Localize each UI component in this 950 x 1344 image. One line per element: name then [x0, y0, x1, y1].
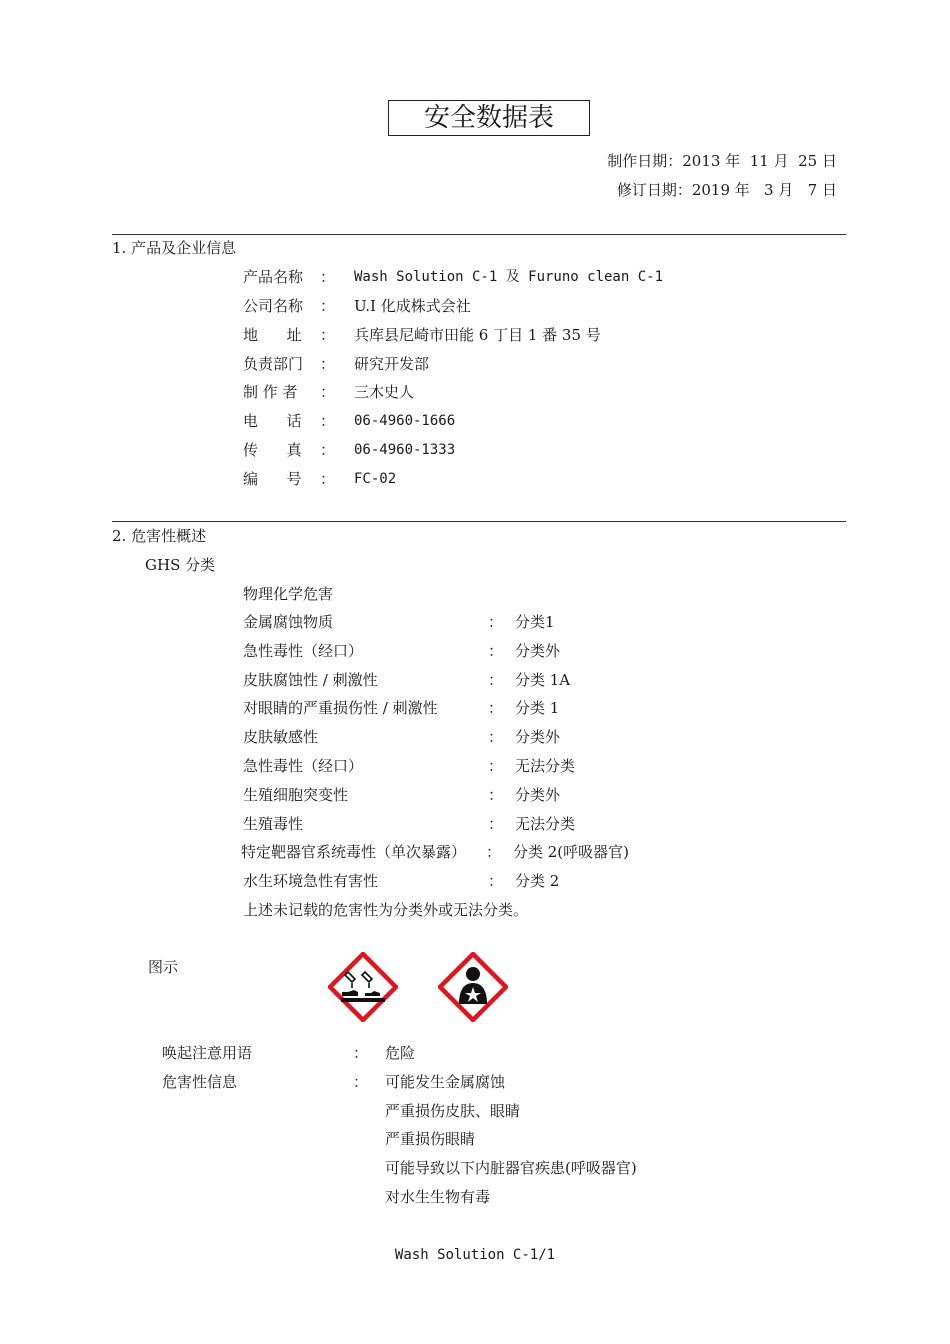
hazard-class-label: 金属腐蚀物质	[243, 613, 334, 631]
ghs-corrosion-icon	[328, 952, 398, 1022]
section-divider	[112, 234, 846, 235]
product-name: Wash Solution C-1 及 Furuno clean C-1	[354, 269, 664, 285]
author: 三木史人	[354, 383, 415, 401]
created-date: 制作日期：2013 年 11 月 25 日	[607, 152, 837, 170]
classification-note: 上述未记载的危害性为分类外或无法分类。	[243, 901, 529, 919]
hazard-class-sep: ：	[488, 815, 504, 833]
hazard-class-sep: ：	[488, 671, 504, 689]
phone-number: 06-4960-1666	[354, 413, 456, 429]
info-sep: ：	[320, 470, 336, 488]
hazard-statement: 对水生生物有毒	[385, 1188, 491, 1206]
hazard-statement: 可能导致以下内脏器官疾患(呼吸器官)	[385, 1159, 637, 1177]
signal-word-value: 危险	[385, 1044, 416, 1062]
hazard-class-sep: ：	[488, 872, 504, 890]
hazard-statement: 可能发生金属腐蚀	[385, 1073, 506, 1091]
hazard-class-sep: ：	[488, 699, 504, 717]
physical-hazard-heading: 物理化学危害	[243, 585, 334, 603]
hazard-class-label: 急性毒性（经口）	[243, 642, 364, 660]
document-title: 安全数据表	[388, 100, 590, 136]
hazard-class-label: 水生环境急性有害性	[243, 872, 379, 890]
revised-date: 修订日期：2019 年 3 月 7 日	[616, 181, 837, 199]
hazard-class-sep: ：	[488, 728, 504, 746]
pictogram-label: 图示	[148, 958, 179, 976]
info-sep: ：	[320, 297, 336, 315]
hazard-class-value: 分类 1A	[515, 671, 571, 689]
page-footer: Wash Solution C-1/1	[394, 1247, 556, 1263]
info-label: 电 话	[243, 412, 302, 430]
hazard-class-value: 分类外	[515, 786, 561, 804]
hazard-class-sep: ：	[488, 757, 504, 775]
signal-word-sep: ：	[353, 1044, 369, 1062]
hazard-info-sep: ：	[353, 1073, 369, 1091]
hazard-class-label: 皮肤敏感性	[243, 728, 319, 746]
info-label: 编 号	[243, 470, 302, 488]
info-label: 地 址	[243, 326, 302, 344]
hazard-class-value: 分类 2	[515, 872, 560, 890]
hazard-statement: 严重损伤眼睛	[385, 1130, 476, 1148]
document-number: FC-02	[354, 471, 397, 487]
ghs-health-hazard-icon	[438, 952, 508, 1022]
hazard-class-label: 生殖毒性	[243, 815, 304, 833]
section-1-heading: 1. 产品及企业信息	[112, 239, 237, 257]
hazard-class-label: 对眼睛的严重损伤性 / 刺激性	[243, 699, 438, 717]
info-sep: ：	[320, 326, 336, 344]
info-sep: ：	[320, 383, 336, 401]
hazard-class-sep: ：	[486, 843, 502, 861]
ghs-classification-label: GHS 分类	[145, 556, 216, 574]
hazard-class-sep: ：	[488, 613, 504, 631]
info-label: 负责部门	[243, 355, 304, 373]
info-sep: ：	[320, 441, 336, 459]
hazard-class-sep: ：	[488, 642, 504, 660]
hazard-class-value: 分类外	[515, 642, 561, 660]
info-label: 公司名称	[243, 297, 304, 315]
hazard-class-value: 分类外	[515, 728, 561, 746]
info-sep: ：	[320, 268, 336, 286]
hazard-class-value: 分类1	[515, 613, 555, 631]
hazard-class-value: 无法分类	[515, 815, 576, 833]
section-2-heading: 2. 危害性概述	[112, 527, 207, 545]
hazard-class-label: 皮肤腐蚀性 / 刺激性	[243, 671, 378, 689]
company-name: U.I 化成株式会社	[354, 297, 471, 315]
info-sep: ：	[320, 412, 336, 430]
signal-word-label: 唤起注意用语	[162, 1044, 253, 1062]
info-label: 传 真	[243, 441, 302, 459]
fax-number: 06-4960-1333	[354, 442, 456, 458]
hazard-class-label: 特定靶器官系统毒性（单次暴露）	[241, 843, 467, 861]
company-address: 兵库县尼崎市田能 6 丁目 1 番 35 号	[354, 326, 601, 344]
hazard-class-value: 无法分类	[515, 757, 576, 775]
info-sep: ：	[320, 355, 336, 373]
section-divider	[112, 521, 846, 522]
hazard-info-label: 危害性信息	[162, 1073, 238, 1091]
hazard-class-label: 急性毒性（经口）	[243, 757, 364, 775]
info-label: 产品名称	[243, 268, 304, 286]
hazard-class-value: 分类 2(呼吸器官)	[513, 843, 630, 861]
hazard-class-value: 分类 1	[515, 699, 560, 717]
hazard-statement: 严重损伤皮肤、眼睛	[385, 1102, 521, 1120]
department: 研究开发部	[354, 355, 430, 373]
hazard-class-label: 生殖细胞突变性	[243, 786, 349, 804]
info-label: 制 作 者	[243, 383, 298, 401]
hazard-class-sep: ：	[488, 786, 504, 804]
